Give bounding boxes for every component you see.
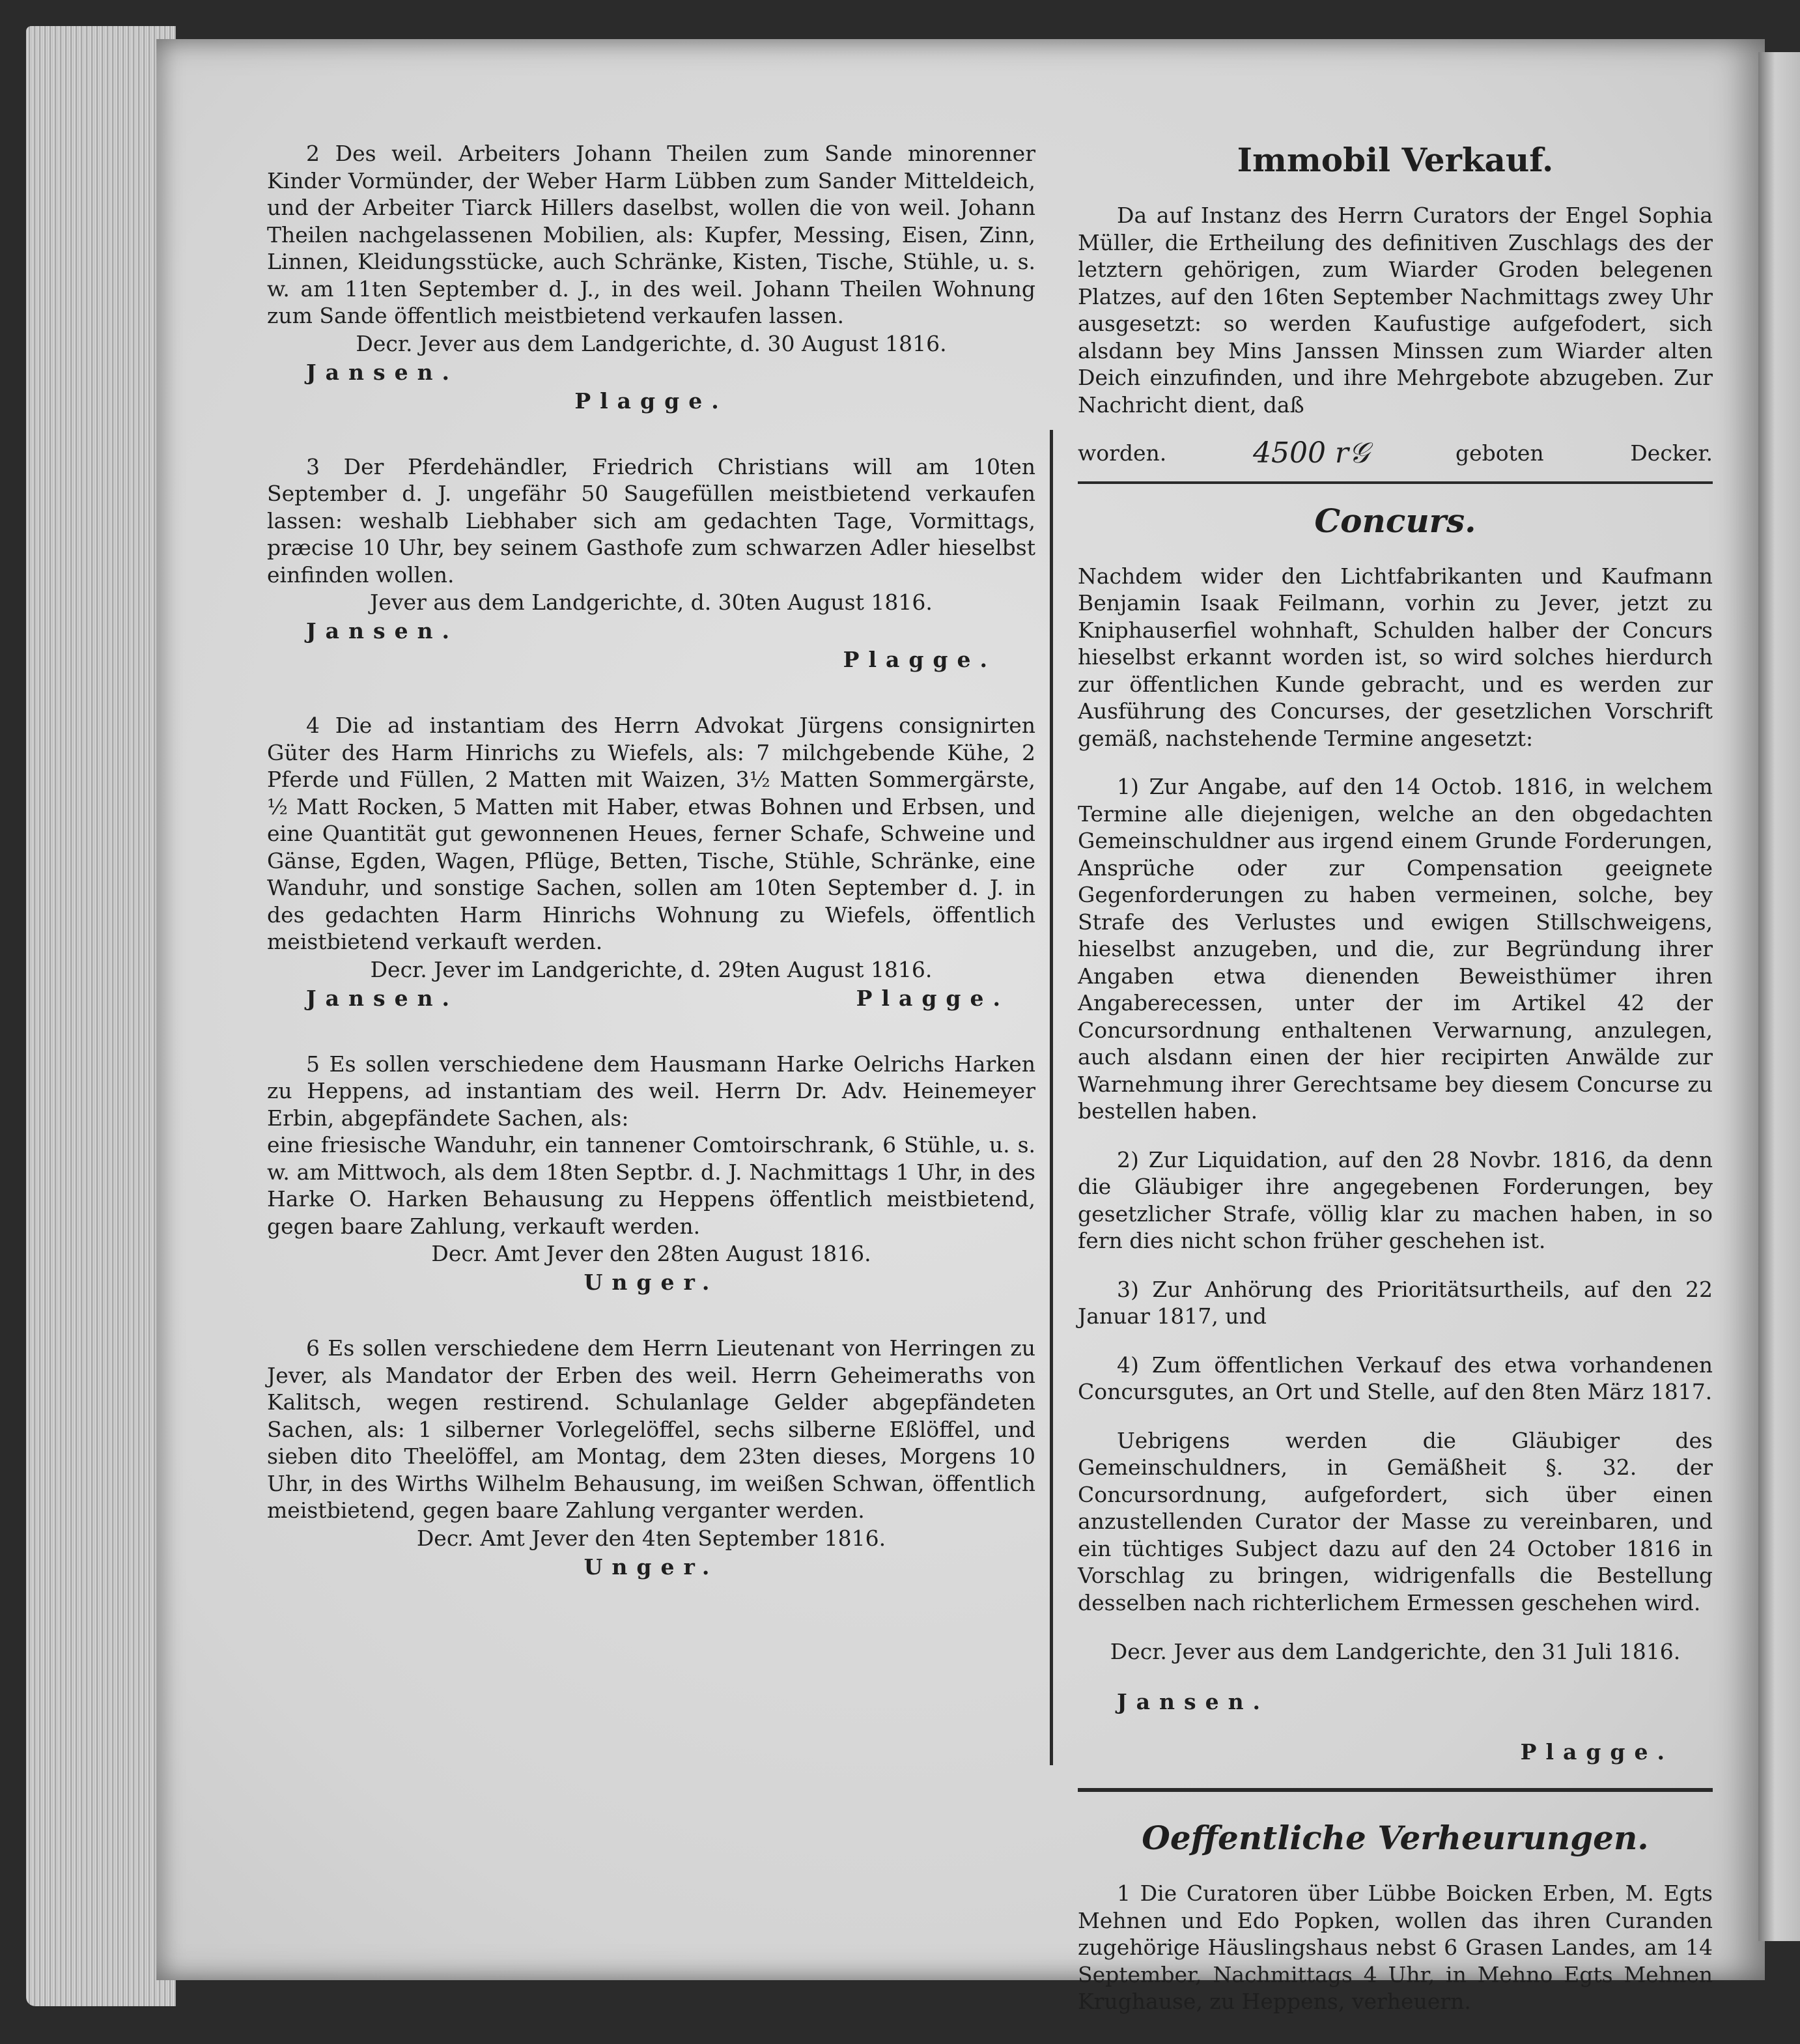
offer-amount: 4500 r𝒢 bbox=[1252, 436, 1370, 470]
left-column bbox=[267, 140, 1035, 1619]
immobil-verkauf-section bbox=[1078, 140, 1713, 470]
notice-date: Jever aus dem Landgerichte, d. 30ten August 1816. bbox=[370, 589, 933, 615]
book-page-edges bbox=[26, 26, 176, 2006]
signature-plagge: Plagge. bbox=[1520, 1739, 1674, 1765]
concurs-term-4: 4) Zum öffentlichen Verkauf des etwa vorhandenen Concursgutes, an Ort und Stelle, auf den 8ten März 1817. bbox=[1078, 1352, 1713, 1404]
verheurungen-heading: Oeffentliche Verheurungen. bbox=[1142, 1819, 1649, 1857]
section-divider bbox=[1078, 1788, 1713, 1792]
notice-4 bbox=[267, 712, 1035, 1013]
right-column bbox=[1078, 140, 1713, 2037]
immobil-heading: Immobil Verkauf. bbox=[1237, 141, 1554, 179]
offered-text: geboten bbox=[1455, 440, 1544, 466]
verheurungen-section bbox=[1078, 1818, 1713, 2015]
verheurungen-text: 1 Die Curatoren über Lübbe Boicken Erben, M. Egts Mehnen und Edo Popken, wollen das ihren Curanden zugehörige Häuslingshaus nebst 6 Grasen Landes, am 14 September, Nachmittags 4 Uhr, in Mehno Egts Mehnen Krughause, zu Heppens, verheuern. bbox=[1078, 1881, 1713, 2014]
notice-3 bbox=[267, 453, 1035, 675]
notice-text: 5 Es sollen verschiedene dem Hausmann Harke Oelrichs Harken zu Heppens, ad instantiam des weil. Herrn Dr. Adv. Heinemeyer Erbin, abgepfändete Sachen, als: bbox=[267, 1051, 1035, 1131]
signature-jansen: Jansen. bbox=[306, 618, 459, 644]
signature-unger: Unger. bbox=[584, 1554, 719, 1580]
concurs-date: Decr. Jever aus dem Landgerichte, den 31 Juli 1816. bbox=[1110, 1639, 1681, 1664]
notice-date: Decr. Jever aus dem Landgerichte, d. 30 August 1816. bbox=[356, 330, 947, 356]
concurs-heading: Concurs. bbox=[1314, 501, 1476, 540]
signature-plagge: Plagge. bbox=[843, 647, 996, 672]
notice-date: Decr. Amt Jever den 4ten September 1816. bbox=[416, 1525, 886, 1551]
signature-jansen: Jansen. bbox=[306, 985, 459, 1011]
notice-text: 3 Der Pferdehändler, Friedrich Christians will am 10ten September d. J. ungefähr 50 Saugefüllen meistbietend verkaufen lassen: weshalb Liebhaber sich am gedachten Tage, Vormittags, præcise 10 Uhr, bey seinem Gasthofe zum schwarzen Adler hieselbst einfinden wollen. bbox=[267, 453, 1035, 588]
section-divider bbox=[1078, 481, 1713, 484]
signature-unger: Unger. bbox=[584, 1270, 719, 1295]
concurs-intro: Nachdem wider den Lichtfabrikanten und Kaufmann Benjamin Isaak Feilmann, vorhin zu Jever, jetzt zu Kniphauserfiel wohnhaft, Schulden halber der Concurs hieselbst erkannt worden ist, so wird solches hierdurch zur öffentlichen Kunde gebracht, und es werden zur Ausführung des Concurses, der gesetzlichen Vorschrift gemäß, nachstehende Termine angesetzt: bbox=[1078, 563, 1713, 751]
concurs-term-1: 1) Zur Angabe, auf den 14 Octob. 1816, in welchem Termine alle diejenigen, welche an den obgedachten Gemeinschuldner aus irgend einem Grunde Forderungen, Ansprüche oder zur Compensation geeignete Gegenforderungen zu haben vermeinen, solche, bey Strafe des Verlustes und ewigen Stillschweigens, hieselbst anzugeben, und die, zur Begründung ihrer Angaben etwa dienenden Beweisthümer ihren Angaberecessen, unter der im Artikel 42 der Concursordnung enthaltenen Verwarnung, anzulegen, auch alsdann einen der hier recipirten Anwälde zur Warnehmung ihrer Gerechtsame bey diesem Concurse zu bestellen haben. bbox=[1078, 774, 1713, 1124]
notice-text: 4 Die ad instantiam des Herrn Advokat Jürgens consignirten Güter des Harm Hinrichs zu Wiefels, als: 7 milchgebende Kühe, 2 Pferde und Füllen, 2 Matten mit Waizen, 3½ Matten Sommergärste, ½ Matt Rocken, 5 Matten mit Haber, etwas Bohnen und Erbsen, und eine Quantität gut gewonnenen Heues, ferner Schafe, Schweine und Gänse, Egden, Wagen, Pflüge, Betten, Tische, Stühle, Schränke, eine Wanduhr, und sonstige Sachen, sollen am 10ten September d. J. in des gedachten Harm Hinrichs Wohnung zu Wiefels, öffentlich meistbietend verkauft werden. bbox=[267, 713, 1035, 954]
notice-5 bbox=[267, 1051, 1035, 1298]
notice-date: Decr. Jever im Landgerichte, d. 29ten August 1816. bbox=[370, 956, 933, 982]
signature-decker: Decker. bbox=[1630, 440, 1713, 466]
worden-text: worden. bbox=[1078, 440, 1167, 466]
notice-2 bbox=[267, 140, 1035, 416]
signature-jansen: Jansen. bbox=[306, 359, 459, 385]
column-divider bbox=[1050, 430, 1053, 1765]
signature-jansen: Jansen. bbox=[1117, 1689, 1270, 1714]
notice-text: 6 Es sollen verschiedene dem Herrn Lieutenant von Herringen zu Jever, als Mandator der Erben des weil. Herrn Geheimeraths von Kalitsch, wegen restirend. Schulanlage Gelder abgepfändeten Sachen, als: 1 silberner Vorlegelöffel, sechs silberne Eßlöffel, und sieben dito Theelöffel, am Montag, dem 23ten dieses, Morgens 10 Uhr, in des Wirths Wilhelm Behausung, im weißen Schwan, öffentlich meistbietend, gegen baare Zahlung verganter werden. bbox=[267, 1335, 1035, 1523]
next-page-edge bbox=[1758, 52, 1800, 1941]
signature-plagge: Plagge. bbox=[856, 985, 1009, 1011]
concurs-closing: Uebrigens werden die Gläubiger des Gemeinschuldners, in Gemäßheit §. 32. der Concursordnung, aufgefordert, sich über einen anzustellenden Curator der Masse zu vereinbaren, und ein tüchtiges Subject dazu auf den 24 October 1816 in Vorschlag zu bringen, widrigenfalls die Bestellung desselben nach richterlichem Ermessen geschehen wird. bbox=[1078, 1427, 1713, 1615]
immobil-text: Da auf Instanz des Herrn Curators der Engel Sophia Müller, die Ertheilung des definitiven Zuschlags des der letztern gehörigen, zum Wiarder Groden belegenen Platzes, auf den 16ten September Nachmittags zwey Uhr ausgesetzt: so werden Kaufustige aufgefodert, sich alsdann bey Mins Janssen Minssen zum Wiarder alten Deich einzufinden, und ihre Mehrgebote abzugeben. Zur Nachricht dient, daß bbox=[1078, 203, 1713, 418]
concurs-section bbox=[1078, 501, 1713, 1767]
signature-plagge: Plagge. bbox=[574, 388, 728, 414]
notice-date: Decr. Amt Jever den 28ten August 1816. bbox=[431, 1241, 871, 1266]
notice-text: 2 Des weil. Arbeiters Johann Theilen zum Sande minorenner Kinder Vormünder, der Weber Harm Lübben zum Sander Mitteldeich, und der Arbeiter Tiarck Hillers daselbst, wollen die von weil. Johann Theilen nachgelassenen Mobilien, als: Kupfer, Messing, Eisen, Zinn, Linnen, Kleidungsstücke, auch Schränke, Kisten, Tische, Stühle, u. s. w. am 11ten September d. J., in des weil. Johann Theilen Wohnung zum Sande öffentlich meistbietend verkaufen lassen. bbox=[267, 141, 1035, 328]
notice-text-continued: eine friesische Wanduhr, ein tannener Comtoirschrank, 6 Stühle, u. s. w. am Mittwoch, als dem 18ten Septbr. d. J. Nachmittags 1 Uhr, in des Harke O. Harken Behausung zu Heppens öffentlich meistbietend, gegen baare Zahlung, verkauft werden. bbox=[267, 1132, 1035, 1239]
concurs-term-3: 3) Zur Anhörung des Prioritätsurtheils, auf den 22 Januar 1817, und bbox=[1078, 1276, 1713, 1329]
concurs-term-2: 2) Zur Liquidation, auf den 28 Novbr. 1816, da denn die Gläubiger ihre angegebenen Forderungen, bey gesetzlicher Strafe, völlig klar zu machen haben, in so fern dies nicht schon früher geschehen ist. bbox=[1078, 1146, 1713, 1253]
offer-line bbox=[1078, 436, 1713, 470]
notice-6 bbox=[267, 1335, 1035, 1582]
signature-row bbox=[267, 984, 1035, 1013]
